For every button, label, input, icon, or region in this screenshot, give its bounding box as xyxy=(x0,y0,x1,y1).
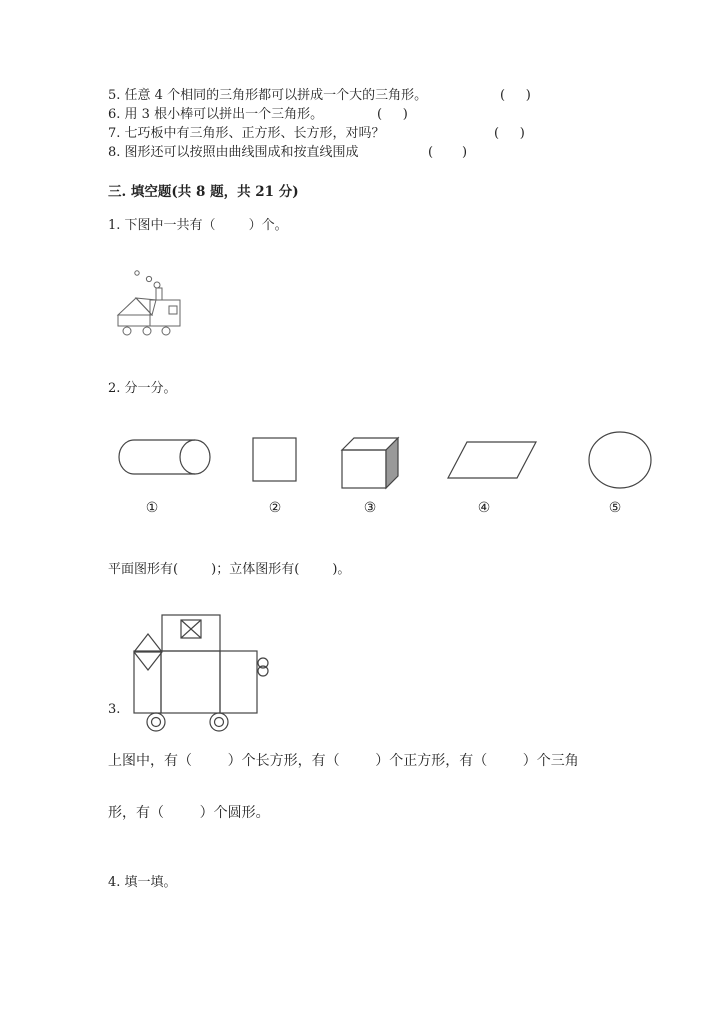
right-rect xyxy=(220,651,257,713)
shape-label-1: ① xyxy=(145,500,159,516)
smoke-circle xyxy=(154,282,160,288)
wheel-circle xyxy=(147,713,165,731)
wheel-inner-circle xyxy=(215,718,224,727)
wheel-circle xyxy=(143,327,151,335)
shapes-row xyxy=(112,428,662,498)
shape-label-4: ④ xyxy=(477,500,491,516)
shape-label-3: ③ xyxy=(363,500,377,516)
judgement-blank-8[interactable]: ( ) xyxy=(428,145,468,160)
window-square xyxy=(169,306,177,314)
wheel-circle xyxy=(123,327,131,335)
question-2-answer: 平面图形有( )；立体图形有( )。 xyxy=(108,562,351,577)
smoke-circle xyxy=(146,276,151,281)
question-3-line-1: 上图中，有（ ）个长方形，有（ ）个正方形，有（ ）个三角 xyxy=(108,753,579,769)
cube-shape xyxy=(342,438,398,488)
left-rect xyxy=(134,651,161,713)
car-rect xyxy=(118,315,150,326)
section-heading: 三. 填空题(共 8 题，共 21 分) xyxy=(108,184,299,200)
question-2: 2. 分一分。 xyxy=(108,381,177,396)
judgement-blank-6[interactable]: ( ) xyxy=(377,107,408,122)
question-4: 4. 填一填。 xyxy=(108,875,177,890)
shape-label-2: ② xyxy=(268,500,282,516)
wheel-inner-circle xyxy=(152,718,161,727)
judgement-blank-7[interactable]: ( ) xyxy=(494,126,525,141)
middle-rect xyxy=(161,651,220,713)
judgement-item-8: 8. 图形还可以按照由曲线围成和按直线围成 xyxy=(108,145,359,160)
cylinder-shape xyxy=(119,440,210,474)
judgement-blank-5[interactable]: ( ) xyxy=(500,88,531,103)
parallelogram-shape xyxy=(448,442,536,478)
chimney-rect xyxy=(156,288,162,300)
train-figure xyxy=(112,268,197,340)
judgement-item-6: 6. 用 3 根小棒可以拼出一个三角形。 xyxy=(108,107,324,122)
wheel-circle xyxy=(210,713,228,731)
roof-triangle xyxy=(136,298,156,315)
square-shape xyxy=(253,438,296,481)
shape-train-figure xyxy=(126,610,276,735)
judgement-item-7: 7. 七巧板中有三角形、正方形、长方形，对吗？ xyxy=(108,126,385,141)
smoke-circle xyxy=(135,271,139,275)
judgement-item-5: 5. 任意 4 个相同的三角形都可以拼成一个大的三角形。 xyxy=(108,88,428,103)
roof-triangle xyxy=(118,298,152,315)
question-3-line-2: 形，有（ ）个圆形。 xyxy=(108,805,270,821)
question-3-number: 3. xyxy=(108,702,121,717)
question-1: 1. 下图中一共有（ ）个。 xyxy=(108,218,288,233)
wheel-circle xyxy=(162,327,170,335)
shape-label-5: ⑤ xyxy=(608,500,622,516)
circle-shape xyxy=(589,432,651,488)
